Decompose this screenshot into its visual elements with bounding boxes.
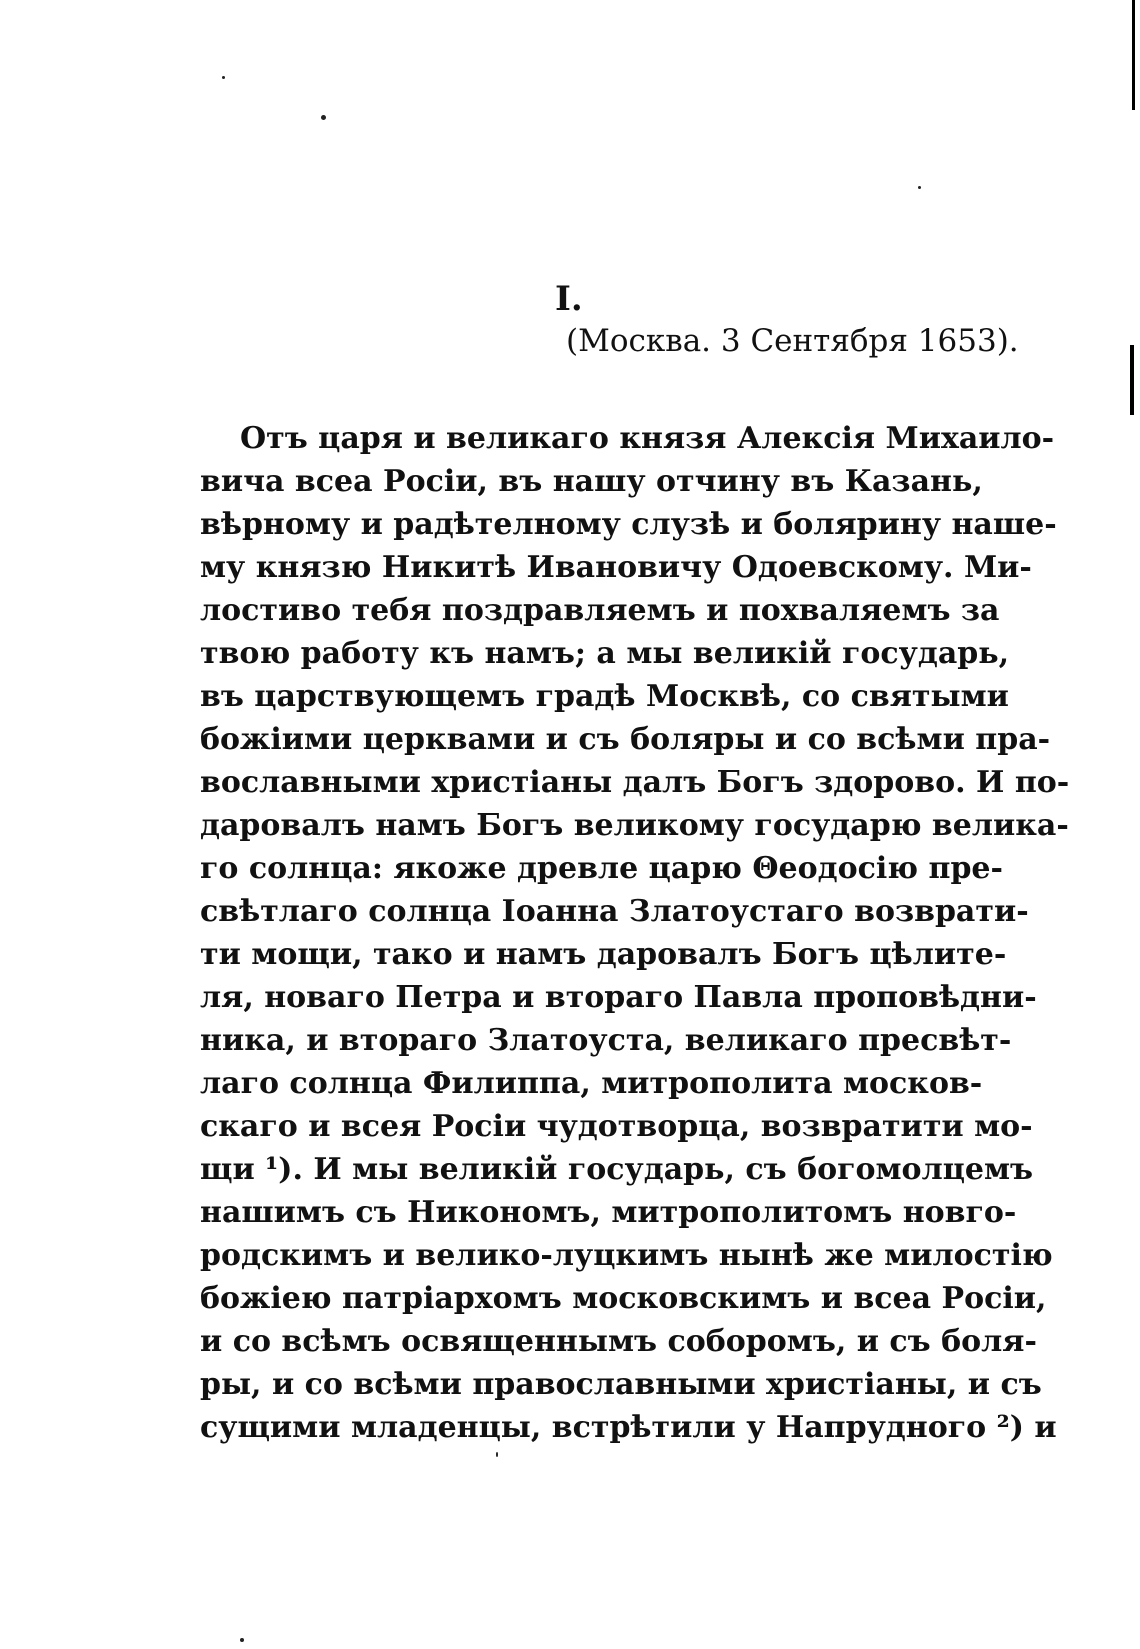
text-line: твою работу къ намъ; а мы великій государь, xyxy=(200,636,1010,671)
text-line: божіими церквами и съ боляры и со всѣми пра- xyxy=(200,722,1051,757)
text-line: ника, и втораго Златоуста, великаго пресвѣт- xyxy=(200,1023,1012,1058)
page-edge-mark xyxy=(1130,345,1134,415)
text-line: сущими младенцы, встрѣтили у Напрудного ²) и xyxy=(200,1410,1057,1445)
scan-speck xyxy=(321,115,326,120)
text-line: ти мощи, тако и намъ даровалъ Богъ цѣлите- xyxy=(200,937,1007,972)
text-line: вѣрному и радѣтелному слузѣ и болярину наше- xyxy=(200,507,1057,542)
page-edge-mark xyxy=(1132,0,1135,110)
letter-dateline: (Москва. 3 Сентября 1653). xyxy=(566,323,1019,359)
scan-speck xyxy=(222,76,225,79)
text-line: свѣтлаго солнца Іоанна Златоустаго возврати- xyxy=(200,894,1029,929)
text-line: нашимъ съ Никономъ, митрополитомъ новго- xyxy=(200,1195,1017,1230)
text-line: даровалъ намъ Богъ великому государю велика- xyxy=(200,808,1069,843)
text-line: лостиво тебя поздравляемъ и похваляемъ за xyxy=(200,593,1000,628)
text-line: Отъ царя и великаго князя Алексія Михаило- xyxy=(240,421,1055,456)
text-line: и со всѣмъ освященнымъ соборомъ, и съ боля- xyxy=(200,1324,1037,1359)
letter-body xyxy=(200,417,1070,1449)
text-line: божіею патріархомъ московскимъ и всеа Росіи, xyxy=(200,1281,1047,1316)
scan-speck xyxy=(918,186,921,189)
text-line: вича всеа Росіи, въ нашу отчину въ Казань, xyxy=(200,464,983,499)
text-line: ры, и со всѣми православными христіаны, и съ xyxy=(200,1367,1042,1402)
text-line: щи ¹). И мы великій государь, съ богомолцемъ xyxy=(200,1152,1034,1187)
letter-number-heading: I. xyxy=(555,279,583,319)
text-line: скаго и всея Росіи чудотворца, возвратити мо- xyxy=(200,1109,1033,1144)
text-line: родскимъ и велико-луцкимъ нынѣ же милостію xyxy=(200,1238,1053,1273)
text-line: го солнца: якоже древле царю Θеодосію пре- xyxy=(200,851,1003,886)
scan-speck xyxy=(496,1452,498,1457)
text-line: лаго солнца Филиппа, митрополита москов- xyxy=(200,1066,983,1101)
text-line: въ царствующемъ градѣ Москвѣ, со святыми xyxy=(200,679,1009,714)
text-line: ля, новаго Петра и втораго Павла проповѣдни- xyxy=(200,980,1037,1015)
text-line: вославными христіаны далъ Богъ здорово. И по- xyxy=(200,765,1070,800)
scan-speck xyxy=(240,1638,244,1642)
text-line: му князю Никитѣ Ивановичу Одоевскому. Ми- xyxy=(200,550,1032,585)
